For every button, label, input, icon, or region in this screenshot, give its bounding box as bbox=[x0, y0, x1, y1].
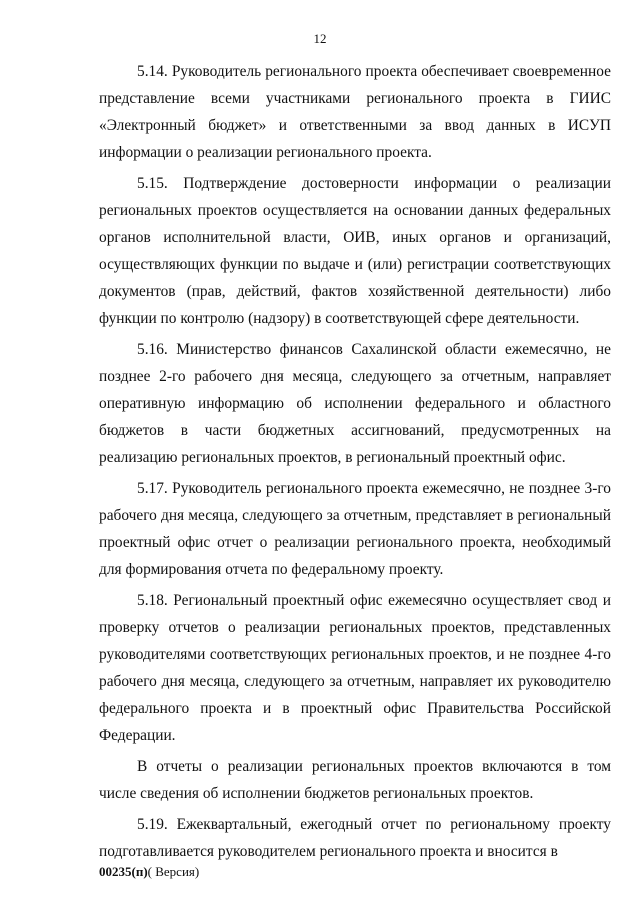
paragraph-5-16: 5.16. Министерство финансов Сахалинской области ежемесячно, не позднее 2-го рабочего дня месяца, следующего за отчетным, направляет оперативную информацию об исполнении федерального и областного бюджетов в части бюджетных ассигнований, предусмотренных на реализацию региональных проектов, в региональный проектный офис. bbox=[99, 341, 611, 466]
document-body bbox=[99, 58, 611, 869]
document-code: 00235(п) bbox=[99, 864, 148, 879]
paragraph-reports-content: В отчеты о реализации региональных проектов включаются в том числе сведения об исполнении бюджетов региональных проектов. bbox=[99, 758, 611, 802]
paragraph-5-17: 5.17. Руководитель регионального проекта ежемесячно, не позднее 3-го рабочего дня месяца, следующего за отчетным, представляет в региональный проектный офис отчет о реализации регионального проекта, необходимый для формирования отчета по федеральному проекту. bbox=[99, 480, 611, 578]
paragraph-5-14: 5.14. Руководитель регионального проекта обеспечивает своевременное представление всеми участниками регионального проекта в ГИИС «Электронный бюджет» и ответственными за ввод данных в ИСУП информации о реализации регионального проекта. bbox=[99, 63, 611, 161]
page-number: 12 bbox=[313, 31, 327, 46]
document-version: ( Версия) bbox=[147, 864, 200, 879]
paragraph-5-19: 5.19. Ежеквартальный, ежегодный отчет по региональному проекту подготавливается руководителем регионального проекта и вносится в bbox=[99, 816, 611, 860]
paragraph-5-18: 5.18. Региональный проектный офис ежемесячно осуществляет свод и проверку отчетов о реализации региональных проектов, представленных руководителями соответствующих региональных проектов, и не позднее 4-го рабочего дня месяца, следующего за отчетным, направляет их руководителю федерального проекта и в проектный офис Правительства Российской Федерации. bbox=[99, 592, 611, 744]
paragraph-5-15: 5.15. Подтверждение достоверности информации о реализации региональных проектов осуществляется на основании данных федеральных органов исполнительной власти, ОИВ, иных органов и организаций, осуществляющих функции по выдаче и (или) регистрации соответствующих документов (прав, действий, фактов хозяйственной деятельности) либо функции по контролю (надзору) в соответствующей сфере деятельности. bbox=[99, 175, 611, 327]
document-footer bbox=[99, 864, 199, 880]
